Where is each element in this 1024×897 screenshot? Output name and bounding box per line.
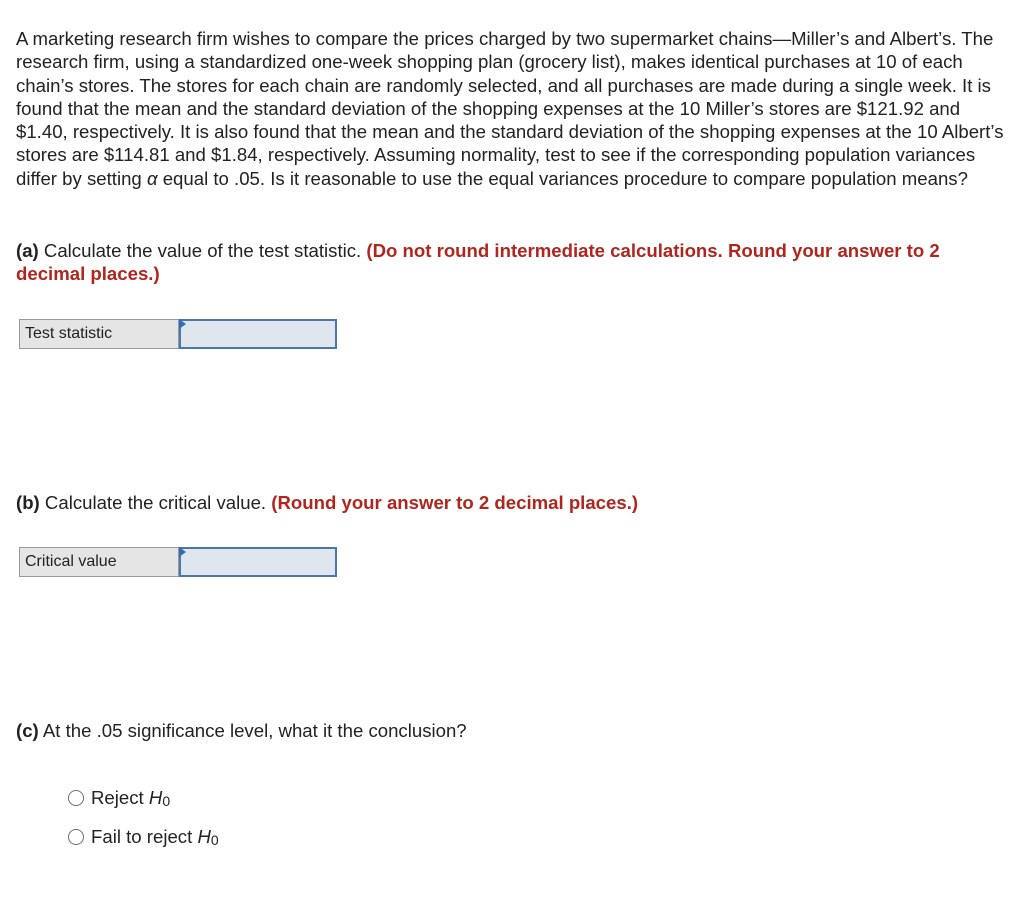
option-fail-to-reject-h0[interactable] — [68, 825, 219, 849]
part-b-note: (Round your answer to 2 decimal places.) — [271, 492, 639, 513]
answer-flag-icon — [179, 547, 186, 557]
part-a-question: Calculate the value of the test statistic. — [43, 240, 362, 261]
part-c-question: At the .05 significance level, what it the conclusion? — [42, 720, 467, 741]
test-statistic-input[interactable] — [179, 319, 337, 349]
part-b-prompt — [16, 491, 1011, 514]
part-c-prompt — [16, 719, 1011, 742]
critical-value-input[interactable] — [179, 547, 337, 577]
critical-value-label: Critical value — [19, 547, 179, 577]
question-text-end: equal to .05. Is it reasonable to use the equal variances procedure to compare population means? — [162, 167, 968, 189]
critical-value-row — [19, 547, 337, 577]
part-b-label: (b) — [16, 492, 40, 513]
test-statistic-label: Test statistic — [19, 319, 179, 349]
alpha-symbol: α — [146, 167, 158, 189]
hypothesis-symbol: $H_0$ — [197, 826, 219, 848]
part-a-note: (Do not round intermediate calculations. Round your answer to 2 decimal places.) — [16, 240, 940, 285]
question-text — [16, 27, 1011, 190]
test-statistic-row — [19, 319, 337, 349]
conclusion-options — [68, 786, 219, 864]
hypothesis-symbol: $H_0$ — [148, 787, 171, 809]
option-text: Fail to reject — [91, 826, 193, 847]
part-c-label: (c) — [16, 720, 39, 741]
answer-flag-icon — [179, 319, 186, 329]
option-reject-h0[interactable] — [68, 786, 219, 810]
test-statistic-cell — [179, 319, 337, 349]
part-a-label: (a) — [16, 240, 39, 261]
radio-button[interactable] — [68, 790, 84, 806]
question-text-main: A marketing research firm wishes to compare the prices charged by two supermarket chains—Miller’s and Albert’s. The research firm, using a standardized one-week shopping plan (grocery list), makes identical purchases at 10 of each chain’s stores. The stores for each chain are randomly selected, and all purchases are made during a single week. It is found that the mean and the standard deviation of the shopping expenses at the 10 Miller’s stores are $121.92 and $1.40, respectively. It is also found that the mean and the standard deviation of the shopping expenses at the 10 Albert’s stores are $114.81 and $1.84, respectively. Assuming normality, test to see if the corresponding population variances differ by setting — [16, 28, 1004, 189]
part-b-question: Calculate the critical value. — [44, 492, 267, 513]
critical-value-cell — [179, 547, 337, 577]
option-text: Reject — [91, 787, 144, 808]
radio-button[interactable] — [68, 829, 84, 845]
part-a-prompt — [16, 239, 1011, 286]
